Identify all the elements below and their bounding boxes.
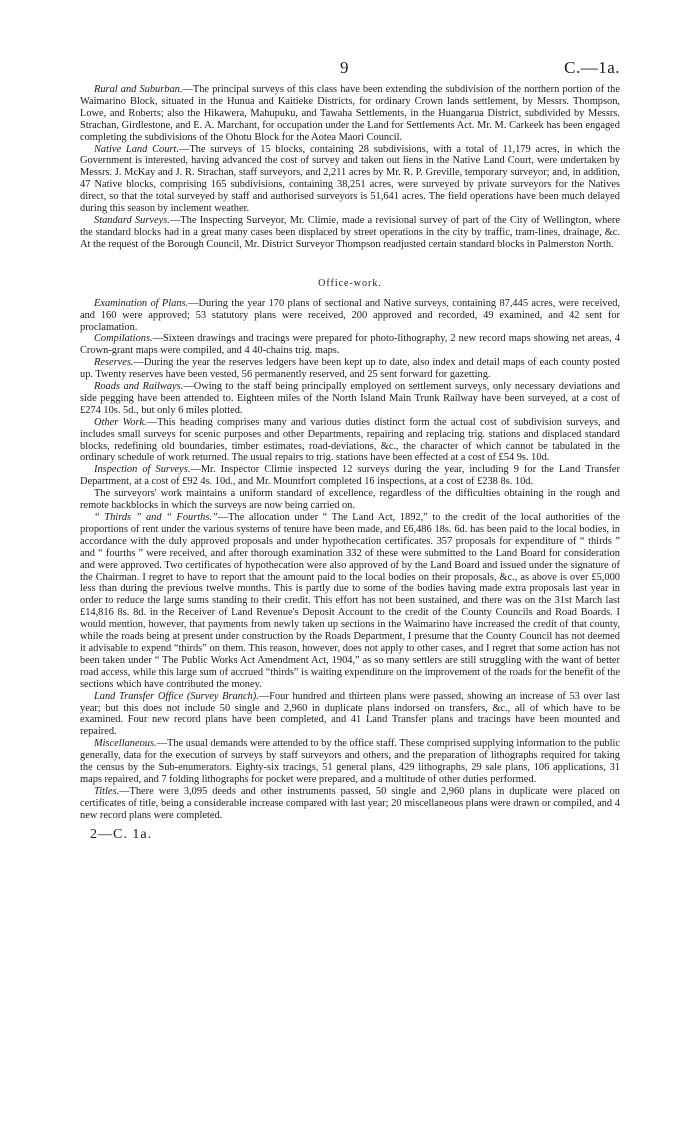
paragraph-heading: Land Transfer Office (Survey Branch). xyxy=(94,690,259,702)
paragraph-rural-suburban xyxy=(80,84,620,144)
paragraph-text: —The usual demands were attended to by the office staff. These comprised supplying information to the public generally, data for the execution of surveys by staff surveyors and others, and the preparation of lithographs required for taking the census by the Sub-enumerators. Eighty-six tracings, 51 general plans, 429 lithographs, 29 sale plans, 106 applications, 31 maps repaired, and 7 folding lithographs for pocket were prepared, and a multitude of other duties performed. xyxy=(80,738,620,785)
section-title-office-work: Office-work. xyxy=(318,277,382,289)
paragraph-text: —During the year the reserves ledgers have been kept up to date, also index and detail maps of each county posted up. Twenty reserves have been vested, 56 permanently reserved, and 25 sent forward for gazetting. xyxy=(80,357,620,381)
paragraph-heading: Rural and Suburban. xyxy=(94,84,183,95)
document-page xyxy=(80,58,620,843)
paragraph-inspection-of-surveys xyxy=(80,464,620,488)
paragraph-text: —The allocation under “ The Land Act, 1892,” to the credit of the local authorities of the proportions of rent under the various systems of tenure have been made, and £6,486 18s. 6d. has been paid to the local bodies, in accordance with the duly approved proposals and under hypothecation certificates. 357 proposals for expenditure of “ thirds ” and “ fourths ” were received, and after thorough examination 332 of these were submitted to the Land Board for consideration and were approved. Two certificates of hypothecation were also approved of by the Land Board and issued under the signature of the Chairman. I regret to have to report that the amount paid to the local bodies on their proposals, &c., as above is over £5,000 less than during the previous twelve months. This is partly due to some of the bodies having made extra proposals last year in order to reduce the large sums standing to their credit. This effort has not been sustained, and there was on the 31st March last £14,816 8s. 8d. in the Receiver of Land Revenue's Deposit Account to the credit of the County Councils and Road Boards. I would mention, however, that payments from newly taken up sections in the Waimarino have increased the credit of that county, while the roads being at present under construction by the Roads Department, I presume that the County Council has not deemed it advisable to expend “thirds” on them. This reason, however, does not apply to other cases, and I regret that some action has not been taken under “ The Public Works Act Amendment Act, 1904,” as so many settlers are still struggling with the want of better road access, while this large sum of accrued “thirds” is waiting expenditure on the improvement of the roads for the benefit of the sections which have contributed the money. xyxy=(80,512,620,690)
paragraph-heading: Standard Surveys. xyxy=(94,214,170,226)
paragraph-standard-surveys xyxy=(80,215,620,251)
section-code: C.—1a. xyxy=(564,58,620,77)
paragraph-land-transfer-office xyxy=(80,691,620,739)
signature-mark: 2—C. 1a. xyxy=(90,826,153,842)
paragraph-roads-and-railways xyxy=(80,381,620,417)
paragraph-text: —The Inspecting Surveyor, Mr. Climie, made a revisional survey of part of the City of Wellington, where the standard blocks had in a great many cases been displaced by street operations in the city by traffic, tram-lines, drainage, &c. At the request of the Borough Council, Mr. District Surveyor Thompson readjusted certain standard blocks in Palmerston North. xyxy=(80,214,620,250)
paragraph-text: —Sixteen drawings and tracings were prepared for photo-lithography, 2 new record maps showing net areas, 4 Crown-grant maps were compiled, and 4 40-chains trig. maps. xyxy=(80,333,620,357)
paragraph-text: —Mr. Inspector Climie inspected 12 surveys during the year, including 9 for the Land Transfer Department, at a cost of £92 4s. 10d., and Mr. Mountfort completed 16 inspections, at a cost of £238 8s. 10d. xyxy=(80,464,620,488)
paragraph-heading: Titles. xyxy=(94,785,120,797)
paragraph-text: —Owing to the staff being principally employed on settlement surveys, only necessary deviations and side pegging have been attended to. Eighteen miles of the North Island Main Trunk Railway have been surveyed, at a cost of £274 10s. 5d., but only 6 miles plotted. xyxy=(80,381,621,416)
paragraph-text: —The principal surveys of this class have been extending the subdivision of the northern portion of the Waimarino Block, situated in the Hunua and Kaitieke Districts, for ordinary Crown lands settlement, by Messrs. Thompson, Lowe, and Roberts; also the Hikawera, Mahupuku, and Tawaha Settlements, in the Huangarua District, subdivided by Messrs. Strachan, Girdlestone, and E. A. Marchant, for occupation under the Land for Settlements Act. Mr. M. Carkeek has been engaged completing the subdivisions of the Ohotu Block for the Aotea Maori Council. xyxy=(80,84,620,143)
paragraph-heading: Reserves. xyxy=(94,357,134,369)
paragraph-heading: Inspection of Surveys. xyxy=(94,464,191,476)
paragraph-compilations xyxy=(80,333,620,357)
page-number: 9 xyxy=(340,58,349,77)
paragraph-text: —Four hundred and thirteen plans were passed, showing an increase of 53 over last year; but this does not include 50 single and 2,960 in duplicate plans indorsed on transfers, &c., all of which have to be examined. Four new record plans have been completed, and 41 Land Transfer plans and tracings have been mounted and repaired. xyxy=(80,690,620,738)
paragraph-native-land-court xyxy=(80,144,620,215)
page-header xyxy=(80,58,620,84)
paragraph-heading: Other Work. xyxy=(94,416,147,428)
paragraph-other-work xyxy=(80,417,620,465)
paragraph-text: —During the year 170 plans of sectional and Native surveys, containing 87,445 acres, were received, and 160 were approved; 53 statutory plans were received, 200 approved and recorded, 49 examined, and 42 sent for proclamation. xyxy=(80,297,620,333)
paragraph-heading: Examination of Plans. xyxy=(94,297,189,309)
paragraph-heading: Roads and Railways. xyxy=(94,381,184,393)
paragraph-thirds-and-fourths xyxy=(80,512,620,691)
paragraph-titles xyxy=(80,786,620,822)
paragraph-text: —There were 3,095 deeds and other instruments passed, 50 single and 2,960 plans in duplicate were placed on certificates of title, being a considerable increase compared with last year; 20 miscellaneous plans were drawn or compiled, and 4 new record plans were completed. xyxy=(80,785,620,821)
paragraph-heading: Compilations. xyxy=(94,333,153,345)
paragraph-text: —The surveys of 15 blocks, containing 28 subdivisions, with a total of 11,179 acres, in which the Government is interested, having advanced the cost of survey and taken out liens in the Native Land Court, were undertaken by Messrs. J. McKay and J. R. Strachan, staff surveyors, and 2,211 acres by Mr. R. P. Greville, temporary surveyor; and, in addition, 47 Native blocks, comprising 165 subdivisions, containing 38,251 acres, were surveyed by private surveyors for the Natives direct, so that the total surveyed by staff and authorised surveyors is 51,641 acres. The field operations have been much delayed during this season by inclement weather. xyxy=(80,143,620,215)
paragraph-text: The surveyors' work maintains a uniform standard of excellence, regardless of the difficulties obtaining in the rough and remote backblocks in which the surveys are now being carried on. xyxy=(80,488,620,512)
paragraph-examination-of-plans xyxy=(80,298,620,334)
paragraph-surveyors-work xyxy=(80,488,620,512)
paragraph-heading: Native Land Court. xyxy=(94,143,179,155)
paragraph-miscellaneous xyxy=(80,738,620,786)
paragraph-heading: Miscellaneous. xyxy=(94,738,157,750)
paragraph-text: —This heading comprises many and various duties distinct form the actual cost of subdivision surveys, and includes small surveys for scenic purposes and other Departments, repairing and replacing trig. stations and displaced standard blocks, redefining old boundaries, timber estimates, road-deviations, &c., the character of which cannot be tabulated in the ordinary schedule of work returned. The usual repairs to trig. stations have been effected at a cost of £54 9s. 10d. xyxy=(80,416,621,464)
paragraph-reserves xyxy=(80,357,620,381)
paragraph-heading: “ Thirds ” and “ Fourths.” xyxy=(94,512,218,523)
